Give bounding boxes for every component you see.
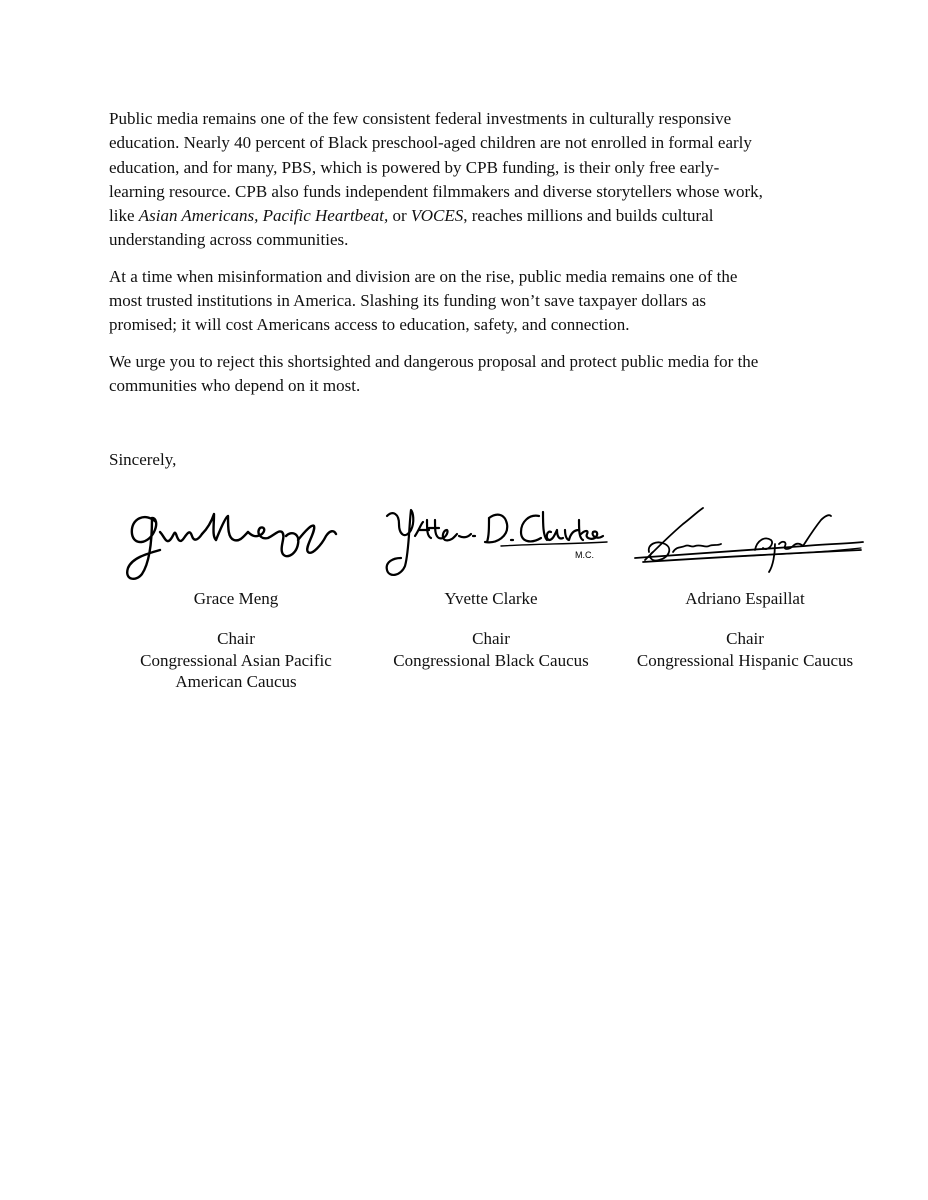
- paragraph-1-connector: or: [388, 206, 411, 226]
- signatory-org-meng: Congressional Asian Pacific American Caucus: [140, 650, 332, 691]
- signatory-role-meng: Chair: [217, 629, 255, 648]
- paragraph-urge-reject: We urge you to reject this shortsighted and dangerous proposal and protect public media for the communities who depend on it most.: [109, 351, 759, 395]
- paragraph-1-italic-voces: VOCES: [410, 206, 464, 226]
- signature-block-clarke: [361, 500, 621, 671]
- paragraph-public-media-education: [109, 107, 829, 253]
- signatory-name-clarke: Yvette Clarke: [444, 589, 538, 608]
- signatory-name-meng: Grace Meng: [193, 589, 279, 608]
- signatory-name-espaillat: Adriano Espaillat: [685, 589, 805, 608]
- signature-clarke-suffix: M.C.: [575, 550, 594, 560]
- closing-salutation: Sincerely,: [109, 450, 177, 469]
- signatory-org-clarke: Congressional Black Caucus: [393, 650, 589, 670]
- letter-body: [109, 107, 829, 410]
- signature-block-espaillat: [615, 500, 875, 671]
- signature-espaillat: [625, 500, 865, 586]
- signatory-role-clarke: Chair: [472, 629, 510, 648]
- paragraph-1-italic-titles: Asian Americans, Pacific Heartbeat,: [138, 206, 389, 226]
- signatory-role-espaillat: Chair: [726, 629, 764, 648]
- paragraph-1-text: Public media remains one of the few consistent federal investments in culturally responsive education. Nearly 40 percent of Black preschool-aged children are not enrolled in formal early education, and for many, PBS, which is powered by CPB funding, is their only free early- learning resource. CPB also funds independent filmmakers and diverse storytellers whose work, like: [109, 109, 763, 226]
- signature-clarke: [371, 500, 611, 586]
- signature-meng: [116, 500, 356, 586]
- paragraph-misinformation: At a time when misinformation and division are on the rise, public media remains one of the most trusted institutions in America. Slashing its funding won’t save taxpayer dollars as promised; it will cost Americans access to education, safety, and connection.: [109, 266, 738, 335]
- signature-block-meng: [106, 500, 366, 693]
- signatory-org-espaillat: Congressional Hispanic Caucus: [636, 650, 854, 670]
- paragraph-1-tail: , reaches millions and builds cultural understanding across communities.: [109, 206, 714, 250]
